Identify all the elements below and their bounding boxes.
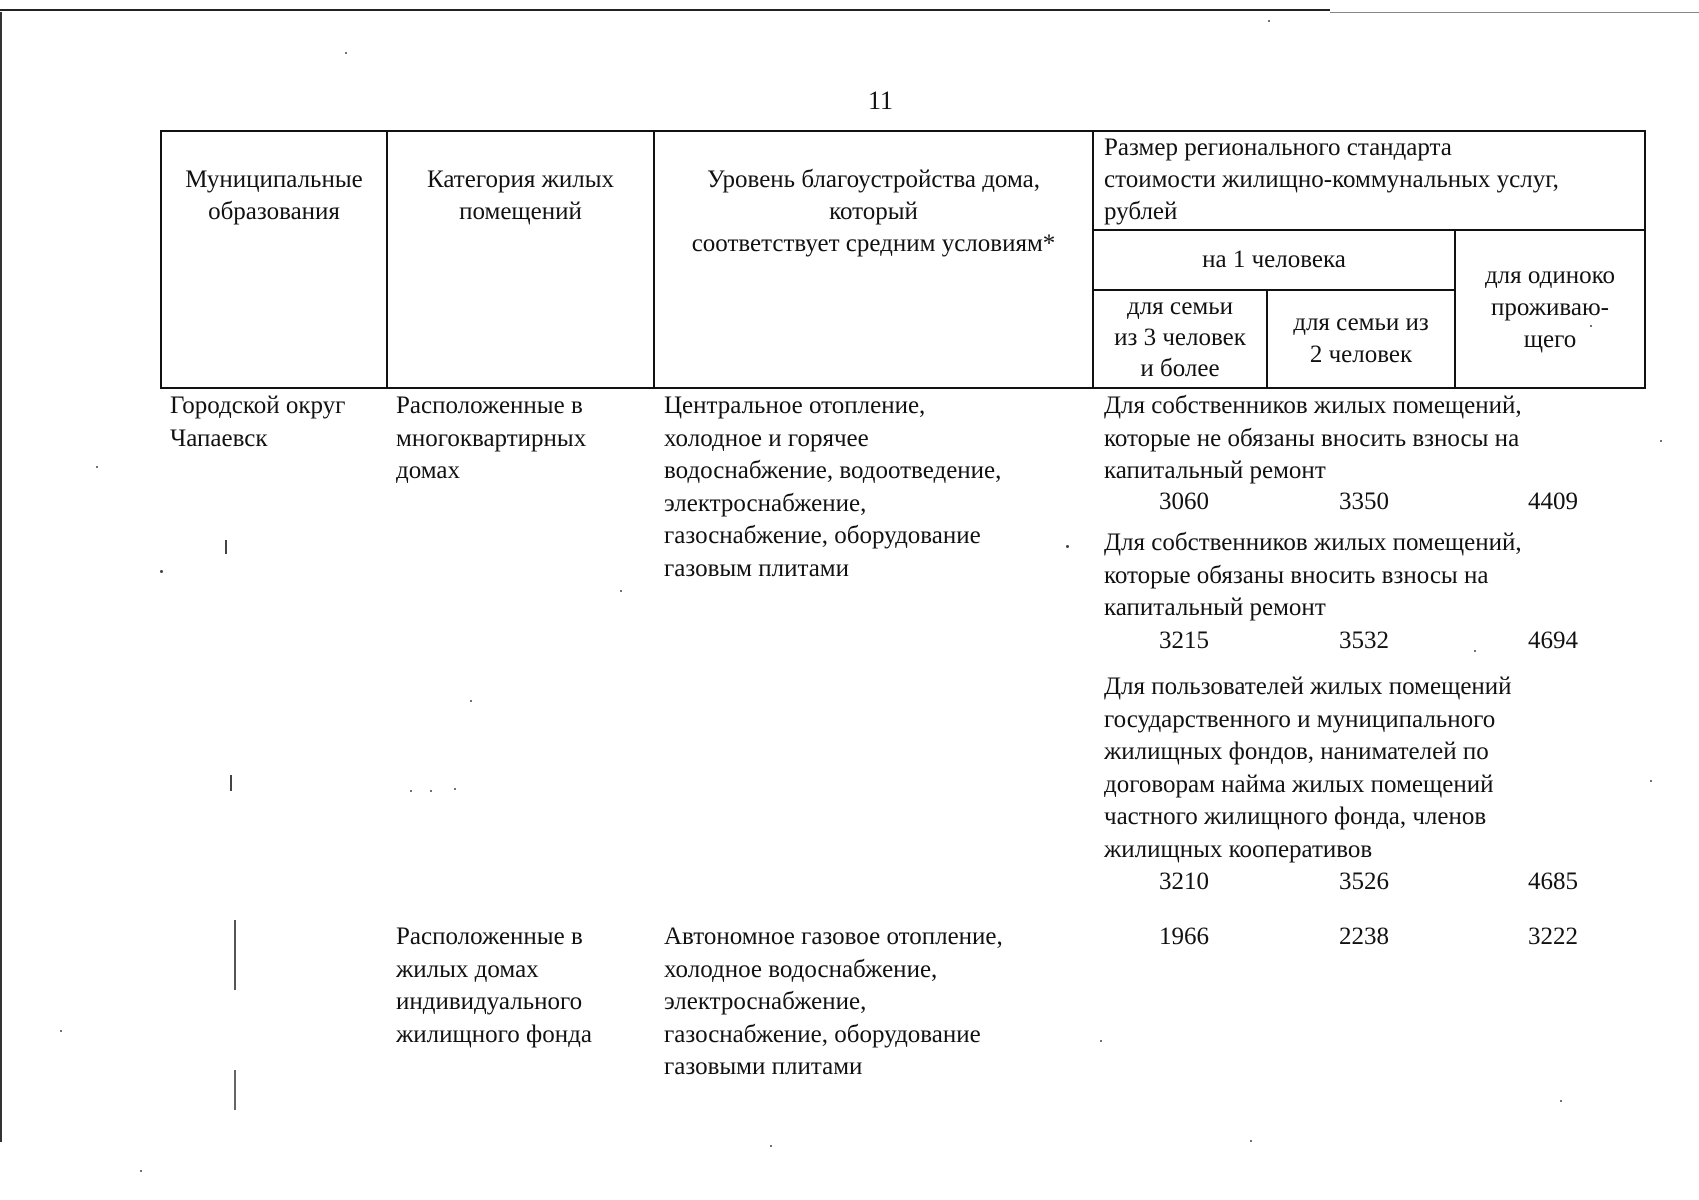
scan-speck (140, 1170, 142, 1172)
value-family3: 3210 (1159, 868, 1209, 895)
scan-speck (1100, 1040, 1102, 1042)
header-level-line2: который (829, 198, 918, 225)
header-standard (1104, 132, 1644, 228)
municipal-cell (170, 390, 345, 455)
scan-speck (770, 1145, 772, 1147)
category-line: Расположенные в (396, 392, 583, 419)
level-line: холодное и горячее (664, 424, 869, 452)
level-cell (664, 921, 1003, 1084)
group-label-line: Для собственников жилых помещений, (1104, 529, 1522, 556)
value-single: 4694 (1528, 627, 1578, 654)
level-line: водоснабжение, водоотведение, (664, 457, 1002, 484)
level-line: Центральное отопление, (664, 392, 926, 419)
level-line: газовым плитами (664, 554, 850, 582)
category-cell (396, 921, 592, 1051)
scan-speck (1650, 780, 1652, 782)
value-single: 4409 (1528, 488, 1578, 515)
header-family2-line2: 2 человек (1309, 341, 1413, 368)
scan-border-left (0, 12, 2, 1142)
page-number: 11 (868, 86, 894, 115)
header-level-line1: Уровень благоустройства дома, (707, 166, 1040, 193)
category-line: домах (396, 457, 460, 484)
scan-speck (1660, 440, 1662, 442)
scan-speck (454, 788, 456, 790)
value-family3: 1966 (1159, 923, 1209, 950)
header-single-line1: для одиноко (1484, 262, 1616, 289)
header-family3-line1: для семьи (1126, 293, 1234, 320)
group-label (1104, 671, 1512, 866)
header-standard-line1: Размер регионального стандарта (1104, 134, 1452, 161)
category-line: многоквартирных (396, 424, 587, 452)
level-line: Автономное газовое отопление, (664, 923, 1003, 950)
level-line: холодное водоснабжение, (664, 955, 938, 983)
category-line: индивидуального (396, 988, 583, 1015)
group-label (1104, 527, 1522, 625)
header-family2 (1268, 307, 1454, 371)
group-label (1104, 390, 1522, 488)
value-single: 4685 (1528, 868, 1578, 895)
scan-speck (60, 1030, 62, 1032)
scan-speck (1590, 325, 1592, 327)
scan-speck (430, 790, 432, 792)
group-label-line: договорам найма жилых помещений (1104, 770, 1494, 798)
group-label-line: которые не обязаны вносить взносы на (1104, 424, 1520, 452)
level-line: электроснабжение, (664, 988, 867, 1015)
level-line: газоснабжение, оборудование (664, 1020, 981, 1048)
scan-speck (345, 52, 347, 54)
municipal-line: Городской округ (170, 392, 346, 419)
header-level-line3: соответствует средним условиям* (691, 230, 1056, 257)
header-level (655, 164, 1092, 260)
rule-standard-sub (1092, 229, 1646, 231)
value-family3: 3060 (1159, 488, 1209, 515)
header-single-line3: щего (1523, 326, 1577, 353)
header-family3-line2: из 3 человек (1114, 324, 1246, 351)
value-family2: 3350 (1339, 488, 1389, 515)
group-label-line: Для пользователей жилых помещений (1104, 673, 1512, 700)
scan-speck (160, 570, 163, 573)
scan-speck (96, 466, 98, 468)
value-family2: 2238 (1339, 923, 1389, 950)
value-single: 3222 (1528, 923, 1578, 950)
value-family3: 3215 (1159, 627, 1209, 654)
header-family2-line1: для семьи из (1293, 309, 1429, 336)
value-family2: 3532 (1339, 627, 1389, 654)
group-label-line: частного жилищного фонда, членов (1104, 803, 1487, 830)
scan-speck (1066, 545, 1069, 548)
header-standard-line3: рублей (1104, 198, 1178, 225)
scan-speck (470, 700, 472, 702)
group-label-line: Для собственников жилых помещений, (1104, 392, 1522, 419)
group-label-line: государственного и муниципального (1104, 705, 1496, 733)
header-municipal: Муниципальные образования (185, 166, 363, 225)
scan-speck (1474, 650, 1476, 652)
value-family2: 3526 (1339, 868, 1389, 895)
scan-border-top (0, 9, 1330, 11)
header-standard-line2: стоимости жилищно-коммунальных услуг, (1104, 166, 1559, 193)
category-line: Расположенные в (396, 923, 583, 950)
scan-speck (410, 790, 412, 792)
group-label-line: которые обязаны вносить взносы на (1104, 561, 1489, 589)
level-cell (664, 390, 1001, 585)
category-line: жилых домах (396, 955, 539, 983)
level-line: газоснабжение, оборудование (664, 522, 981, 549)
scan-speck (230, 775, 232, 791)
scan-speck (225, 540, 227, 554)
header-family3-line3: и более (1140, 355, 1220, 382)
category-line: жилищного фонда (396, 1020, 592, 1048)
header-single (1456, 260, 1644, 356)
scan-speck (234, 1070, 236, 1110)
scan-speck (620, 590, 622, 592)
level-line: газовыми плитами (664, 1053, 863, 1080)
header-per-person: на 1 человека (1202, 246, 1346, 273)
header-category: Категория жилых помещений (427, 166, 614, 225)
level-line: электроснабжение, (664, 489, 867, 517)
group-label-line: жилищных кооперативов (1104, 835, 1373, 863)
scan-speck (234, 920, 236, 990)
header-single-line2: проживаю- (1491, 294, 1609, 321)
group-label-line: жилищных фондов, нанимателей по (1104, 738, 1489, 765)
rule-right (1644, 130, 1646, 389)
group-label-line: капитальный ремонт (1104, 594, 1326, 621)
scan-border-top-right (1330, 12, 1699, 13)
header-table (160, 130, 1646, 389)
group-label-line: капитальный ремонт (1104, 457, 1326, 484)
scan-speck (1268, 20, 1270, 22)
municipal-line: Чапаевск (170, 424, 268, 452)
category-cell (396, 390, 586, 488)
scan-speck (1560, 1100, 1562, 1102)
header-family3 (1094, 291, 1266, 384)
scan-speck (1250, 1140, 1252, 1142)
rule-bottom (160, 387, 1646, 389)
